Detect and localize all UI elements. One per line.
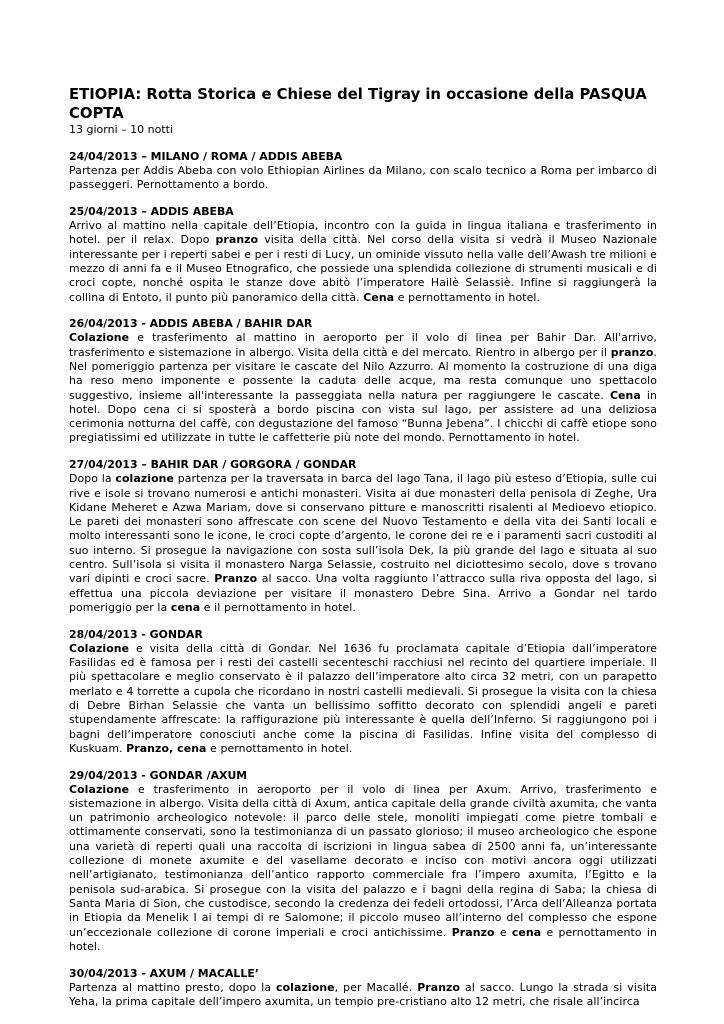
itinerary-day (69, 628, 657, 756)
description-text: in hotel. Dopo cena ci si sposterà a bordo piscina con vista sul lago, per assistere ad una deliziosa cerimonia notturna del caffè, con degustazione del famoso “Bunna Jebena”. I chicchi di caffè etiope sono pregiatissimi ed utilizzate in tutte le caffetterie più note del mondo. Pernottamento in hotel. (69, 388, 657, 445)
description-text: . Nel pomeriggio partenza per visitare le cascate del Nilo Azzurro. Al momento la costruzione di una diga ha reso meno imponente e possente la caduta delle acque, ma resta comunque uno spettacolo suggestivo, insieme all'interessante la passeggiata nella natura per raggiungere le cascate. (69, 345, 657, 402)
description-text: al sacco. Una volta raggiunto l’attracco sulla riva opposta del lago, si effettua una piccola deviazione per visitare il monastero Debre Sina. Arrivo a Gondar nel tardo pomeriggio per la (69, 572, 657, 614)
day-heading: 26/04/2013 - ADDIS ABEBA / BAHIR DAR (69, 317, 313, 331)
meal-keyword: Cena (363, 290, 395, 304)
description-text: e pernottamento in hotel. (394, 290, 541, 304)
description-text: e (494, 925, 512, 939)
day-description (69, 783, 657, 955)
day-description (69, 164, 657, 193)
meal-keyword: Pranzo (214, 572, 258, 586)
itinerary-day (69, 205, 657, 305)
description-text: , per Macallé. (334, 980, 418, 994)
description-text: Arrivo al mattino nella capitale dell’Etiopia, incontro con la guida in lingua italiana e trasferimento in hotel. per il relax. Dopo (69, 219, 657, 247)
meal-keyword: Colazione (69, 331, 130, 345)
day-heading: 24/04/2013 – MILANO / ROMA / ADDIS ABEBA (69, 150, 343, 163)
description-text: e il pernottamento in hotel. (200, 600, 356, 614)
description-text: partenza per la traversata in barca del lago Tana, il lago più esteso d’Etiopia, sulle cui rive e isole si trovano numerosi e antichi monasteri. Visita ai due monasteri della penisola di Zeghe, Ura Kidane Meheret e Azwa Mariam, dove si conservano pitture e manoscritti risalenti al Medioevo etiopico. Le pareti dei monasteri sono affrescate con scene del Nuovo Testamento e della vita dei Santi locali e molto interessanti sono le icone, le croci copte d’argento, le corone dei re e i paramenti sacri custoditi al suo interno. Si prosegue la navigazione con sosta sull’isola Dek, la più grande del lago e situata al suo centro. Sull’isola si visita il monastero Narga Selassie, costruito nel diciottesimo secolo, dove s trovano vari dipinti e croci sacre. (69, 472, 657, 586)
meal-keyword: Pranzo (451, 925, 495, 939)
meal-keyword: pranzo (215, 233, 259, 247)
description-text: Partenza per Addis Abeba con volo Ethiopian Airlines da Milano, con scalo tecnico a Roma per imbarco di passeggeri. Pernottamento a bordo. (69, 164, 657, 192)
day-description (69, 331, 657, 445)
meal-keyword: cena (170, 600, 201, 614)
day-description (69, 472, 657, 615)
day-heading: 27/04/2013 – BAHIR DAR / GORGORA / GONDAR (69, 458, 357, 472)
itinerary-day (69, 317, 657, 445)
meal-keyword: Cena (609, 388, 641, 402)
itinerary-day (69, 769, 657, 955)
document-title: ETIOPIA: Rotta Storica e Chiese del Tigray in occasione della PASQUA COPTA (69, 86, 647, 122)
description-text: e pernottamento in hotel. (206, 741, 353, 755)
document-content (69, 85, 657, 1022)
meal-keyword: Pranzo, cena (126, 741, 207, 755)
description-text: e trasferimento al mattino in aeroporto per il volo di linea per Bahir Dar. All'arrivo, trasferimento e sistemazione in albergo. Visita della città e del mercato. Rientro in albergo per il (69, 331, 657, 359)
meal-keyword: Pranzo (417, 980, 461, 994)
description-text: al sacco. Lungo la strada si visita Yeha, la prima capitale dell’impero axumita, un tempio pre-cristiano alto 12 metri, che risale all’incirca (69, 980, 658, 1008)
description-text: Partenza al mattino presto, dopo la (69, 980, 277, 994)
day-heading: 25/04/2013 – ADDIS ABEBA (69, 205, 234, 219)
description-text: e pernottamento in hotel. (69, 925, 657, 953)
day-description (69, 642, 657, 756)
meal-keyword: colazione (115, 472, 175, 486)
description-text: e visita della città di Gondar. Nel 1636 fu proclamata capitale d’Etiopia dall’imperatore Fasilidas ed è famosa per i resti dei castelli secenteschi racchiusi nel recinto del quartiere imperiale. Il più spettacolare e meglio conservato è il palazzo dell’imperatore alto circa 32 metri, con un parapetto merlato e 4 torrette a cupola che ricordano in nostri castelli medievali. Si prosegue la visita con la chiesa di Debre Birhan Selassie che vanta un bellissimo soffitto decorato con splendidi angeli e pareti stupendamente affrescate: la raffigurazione più interessante è quella dell’Inferno. Si raggiungono poi i bagni dell’imperatore conosciuti anche come la piscina di Fasilidas. Infine visita del complesso di Kuskuam. (69, 641, 657, 755)
itinerary-day (69, 967, 657, 1010)
meal-keyword: colazione (276, 980, 335, 994)
description-text: Dopo la (69, 472, 116, 486)
itinerary-day (69, 150, 657, 193)
description-text: e trasferimento in aeroporto per il volo di linea per Axum. Arrivo, trasferimento e sistemazione in albergo. Visita della città di Axum, antica capitale della grande civiltà axumita, che vanta un patrimonio archeologico notevole: il parco delle stele, monoliti impiegati come pietre tombali e ottimamente conservati, sono la testimonianza di un passato glorioso; il museo archeologico che espone una varietà di reperti quali una raccolta di iscrizioni in lingua sabea di 2500 anni fa, un’interessante collezione di monete axumite e del vasellame decorato e inciso con motivi ancora oggi utilizzati nell’artigianato, testimonianza dell’antico rapporto commerciale fra l’impero axumita, l’Egitto e la penisola sud-arabica. Si prosegue con la visita del palazzo e i bagni della regina di Saba; la chiesa di Santa Maria di Sion, che custodisce, secondo la credenza dei fedeli ortodossi, l’Arca dell’Alleanza portata in Etiopia da Menelik I ai tempi di re Salomone; il piccolo museo all’interno del complesso che espone un’eccezionale collezione di corone imperiali e croci antichissime. (69, 782, 657, 939)
day-description (69, 981, 657, 1010)
description-text: visita della città. Nel corso della visita si vedrà il Museo Nazionale interessante per i reperti sabei e per i resti di Lucy, un ominide vissuto nella valle dell’Awash tre milioni e mezzo di anni fa e il Museo Etnografico, che possiede una splendida collezione di strumenti musicali e di croci copte, nonché ospita le stanze dove abitò l’imperatore Hailè Selassiè. Infine si raggiungerà la collina di Entoto, il punto più panoramico della città. (69, 233, 657, 304)
meal-keyword: Colazione (69, 641, 130, 655)
day-heading: 28/04/2013 - GONDAR (69, 627, 203, 641)
meal-keyword: cena (511, 925, 542, 939)
day-heading: 29/04/2013 - GONDAR /AXUM (69, 768, 248, 782)
itinerary-day (69, 458, 657, 615)
day-description (69, 219, 657, 305)
itinerary-days (69, 150, 657, 1009)
document-subtitle: 13 giorni – 10 notti (69, 123, 173, 136)
day-heading: 30/04/2013 - AXUM / MACALLE’ (69, 966, 259, 980)
meal-keyword: pranzo (610, 345, 654, 359)
meal-keyword: Colazione (69, 782, 130, 796)
